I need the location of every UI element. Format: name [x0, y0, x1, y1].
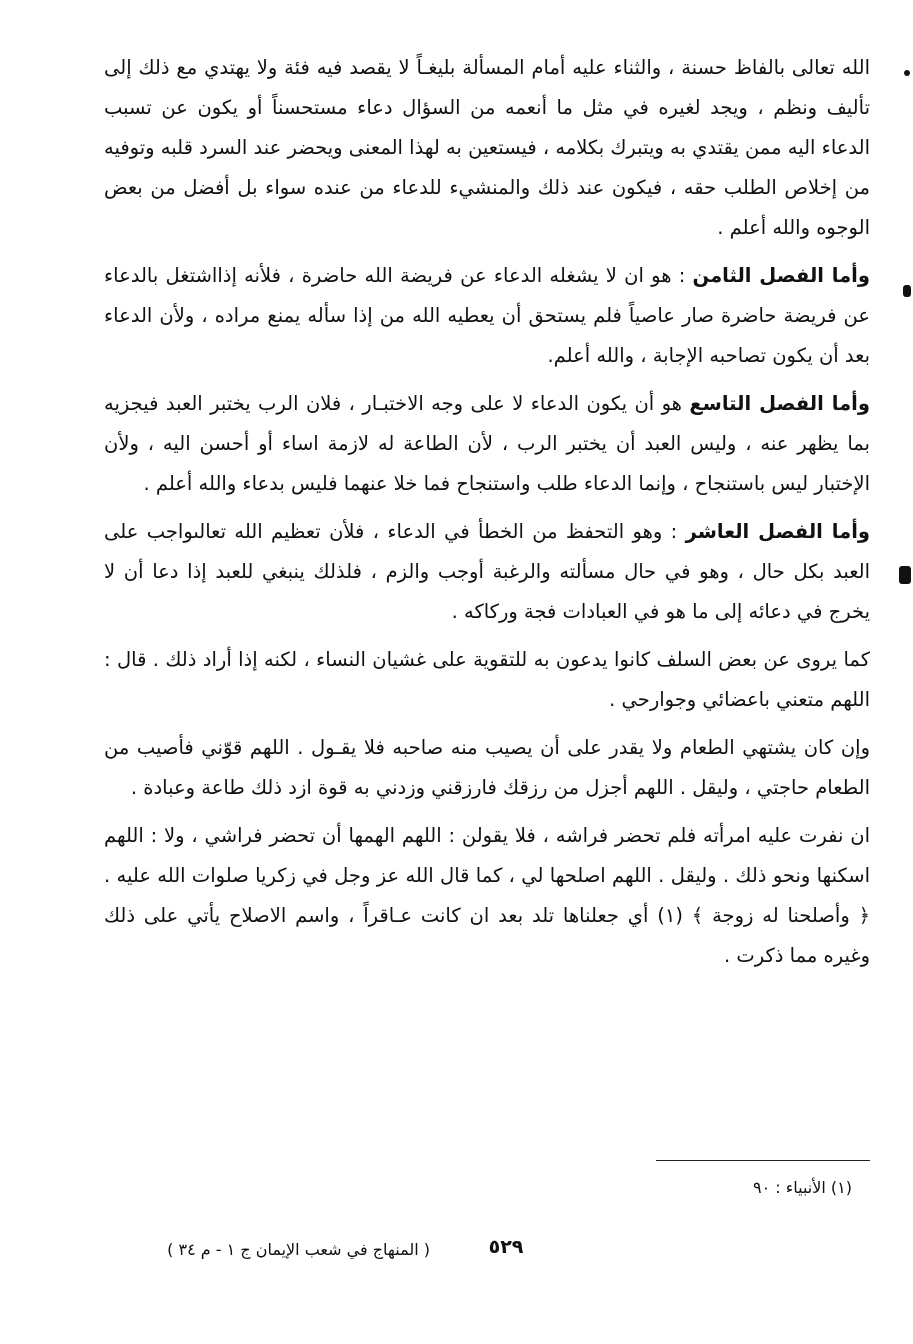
paragraph-text: ان نفرت عليه امرأته فلم تحضر فراشه ، فلا يقولن : اللهم الهمها أن تحضر فراشي ، ولا : اللهم اسكنها ونحو ذلك . وليقل . اللهم اصلحها لي ، كما قال الله عز وجل في زكريا صلوات الله عليه . ﴿ وأصلحنا له زوجة ﴾ (١) أي جعلناها تلد بعد ان كانت عـاقراً ، واسم الاصلاح يأتي على ذلك وغيره مما ذكرت . — [104, 824, 871, 967]
footnote-divider — [656, 1160, 870, 1161]
paragraph-1 — [104, 48, 870, 248]
running-footer: ( المنهاج في شعب الإيمان ج ١ - م ٣٤ ) — [167, 1240, 430, 1259]
paragraph-3 — [104, 384, 870, 504]
paragraph-heading: وأما الفصل التاسع — [689, 392, 870, 415]
paragraph-text: كما يروى عن بعض السلف كانوا يدعون به للتقوية على غشيان النساء ، لكنه إذا أراد ذلك . قال : اللهم متعني باعضائي وجوارحي . — [104, 648, 870, 711]
paragraph-text: : هو ان لا يشغله الدعاء عن فريضة الله حاضرة ، فلأنه إذااشتغل بالدعاء عن فريضة حاضرة صار عاصياً فلم يستحق أن يعطيه الله من إذا سأله يمنع مراده ، ولأن الدعاء بعد أن يكون تصاحبه الإجابة ، والله أعلم. — [104, 264, 870, 367]
paragraph-2 — [104, 256, 870, 376]
margin-mark-middle — [903, 285, 911, 297]
paragraph-text: الله تعالى بالفاظ حسنة ، والثناء عليه أمام المسألة بليغـاً لا يقصد فيه فئة ولا يهتدي مع ذلك إلى تأليف ونظم ، ويجد لغيره في مثل ما أنعمه من السؤال دعاء مستحسناً أو يكون عن تسبب الدعاء اليه ممن يقتدي به ويتبرك بكلامه ، فيستعين به لهذا المعنى ويحضر عند السرد قلبه وتوفيه من إخلاص الطلب حقه ، فيكون عند ذلك والمنشيء للدعاء من عنده سواء بل أفضل من بعض الوجوه والله أعلم . — [104, 56, 870, 239]
paragraph-5 — [104, 640, 870, 720]
paragraph-6 — [104, 728, 870, 808]
paragraph-7 — [104, 816, 870, 976]
paragraph-heading: وأما الفصل الثامن — [692, 264, 870, 287]
paragraph-text: هو أن يكون الدعاء لا على وجه الاختبـار ، فلان الرب يختبر العبد فيجزيه بما يظهر عنه ، وليس العبد أن يختبر الرب ، لأن الطاعة له لازمة اساء أو أحسن اليه ، ولأن الإختبار ليس باستنجاح ، وإنما الدعاء طلب واستنجاح فما خلا عنهما فليس بدعاء والله أعلم . — [104, 392, 870, 495]
page-number: ٥٢٩ — [488, 1236, 524, 1258]
paragraph-text: وإن كان يشتهي الطعام ولا يقدر على أن يصيب منه صاحبه فلا يقـول . اللهم قوّني فأصيب من الطعام حاجتي ، وليقل . اللهم أجزل من رزقك فارزقني وزدني به قوة ازد ذلك طاعة وعبادة . — [104, 736, 870, 799]
paragraph-text: : وهو التحفظ من الخطأ في الدعاء ، فلأن تعظيم الله تعالىواجب على العبد بكل حال ، وهو في حال مسألته والرغبة أوجب والزم ، فلذلك ينبغي للعبد إذا دعا أن لا يخرج في دعائه إلى ما هو في العبادات فجة وركاكه . — [104, 520, 870, 623]
margin-mark-lower — [899, 566, 911, 584]
paragraph-4 — [104, 512, 870, 632]
footnote: (١) الأنبياء : ٩٠ — [753, 1178, 852, 1197]
margin-mark-top — [904, 70, 910, 76]
body-text — [104, 48, 870, 984]
paragraph-heading: وأما الفصل العاشر — [685, 520, 870, 543]
